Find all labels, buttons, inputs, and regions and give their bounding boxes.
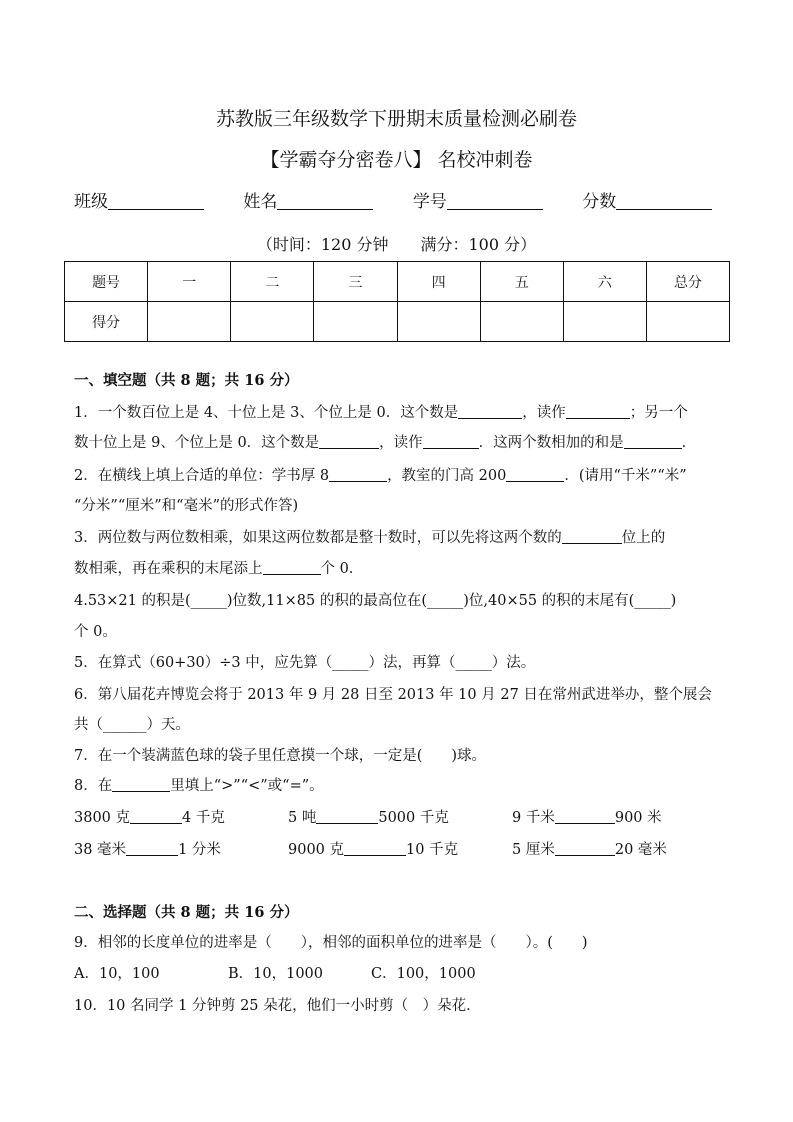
question-3-line1: 3．两位数与两位数相乘，如果这两位数都是整十数时，可以先将这两个数的 位上的 — [74, 530, 666, 546]
score-cell[interactable] — [397, 302, 480, 342]
class-blank[interactable] — [108, 191, 204, 210]
question-4-line2: 个 0。 — [74, 624, 117, 640]
table-cell: 得分 — [65, 302, 148, 342]
score-table-score-row — [65, 302, 730, 342]
answer-blank[interactable] — [329, 467, 387, 482]
page-subtitle: 【学霸夺分密卷八】 名校冲刺卷 — [260, 149, 533, 171]
question-1-line2: 数十位上是 9、个位上是 0．这个数是 ，读作 ．这两个数相加的和是 ． — [74, 435, 697, 451]
question-6-line2: 共（______）天。 — [74, 717, 190, 733]
question-1-line1: 1．一个数百位上是 4、十位上是 3、个位上是 0．这个数是 ，读作 ；另一个 — [74, 405, 688, 421]
table-cell: 六 — [563, 262, 646, 302]
score-label: 分数 — [582, 192, 617, 212]
table-cell: 五 — [480, 262, 563, 302]
score-cell[interactable] — [148, 302, 231, 342]
score-cell[interactable] — [646, 302, 729, 342]
name-label: 姓名 — [243, 192, 278, 212]
score-cell[interactable] — [231, 302, 314, 342]
score-table — [64, 261, 730, 342]
comparison-item: 3800 克 4 千克 — [74, 810, 225, 826]
comparison-item: 38 毫米 1 分米 — [74, 842, 221, 858]
question-5: 5．在算式（60+30）÷3 中，应先算（_____）法，再算（_____）法。 — [74, 655, 536, 671]
table-cell: 题号 — [65, 262, 148, 302]
time-info: （时间：120 分钟 满分：100 分） — [256, 235, 537, 254]
table-cell: 四 — [397, 262, 480, 302]
student-number-label: 学号 — [412, 192, 447, 212]
answer-blank[interactable] — [624, 434, 682, 449]
table-cell: 一 — [148, 262, 231, 302]
table-cell: 总分 — [646, 262, 729, 302]
score-cell[interactable] — [314, 302, 397, 342]
option-b[interactable]: B．10，1000 — [228, 966, 324, 982]
question-2-line2: “分米”“厘米”和“毫米”的形式作答) — [74, 498, 299, 514]
answer-blank[interactable] — [423, 434, 479, 449]
page-title: 苏教版三年级数学下册期末质量检测必刷卷 — [215, 108, 577, 130]
answer-blank[interactable] — [562, 529, 622, 544]
table-cell: 三 — [314, 262, 397, 302]
score-cell[interactable] — [480, 302, 563, 342]
answer-blank[interactable] — [316, 809, 378, 824]
answer-blank[interactable] — [112, 777, 170, 792]
section1-heading: 一、填空题（共 8 题；共 16 分） — [74, 372, 299, 389]
answer-blank[interactable] — [344, 841, 406, 856]
question-3-line2: 数相乘，再在乘积的末尾添上 个 0． — [74, 561, 364, 577]
answer-blank[interactable] — [566, 404, 630, 419]
answer-blank[interactable] — [458, 404, 522, 419]
answer-blank[interactable] — [126, 841, 178, 856]
comparison-item: 5 厘米 20 毫米 — [512, 842, 667, 858]
score-cell[interactable] — [563, 302, 646, 342]
answer-blank[interactable] — [555, 841, 615, 856]
question-8: 8．在 里填上“>”“<”或“=”。 — [74, 778, 324, 794]
class-label: 班级 — [74, 192, 108, 212]
comparison-item: 5 吨 5000 千克 — [288, 810, 449, 826]
section2-heading: 二、选择题（共 8 题；共 16 分） — [74, 904, 299, 921]
comparison-item: 9000 克 10 千克 — [288, 842, 459, 858]
score-blank[interactable] — [616, 191, 712, 210]
answer-blank[interactable] — [319, 434, 379, 449]
name-blank[interactable] — [277, 191, 373, 210]
student-info-row — [74, 187, 712, 212]
question-7: 7．在一个装满蓝色球的袋子里任意摸一个球，一定是( )球。 — [74, 748, 487, 764]
answer-blank[interactable] — [555, 809, 615, 824]
score-table-header-row — [65, 262, 730, 302]
option-a[interactable]: A．10，100 — [74, 966, 160, 982]
question-10: 10．10 名同学 1 分钟剪 25 朵花，他们一小时剪（ ）朵花． — [74, 998, 481, 1014]
comparison-item: 9 千米 900 米 — [512, 810, 662, 826]
student-number-blank[interactable] — [447, 191, 543, 210]
answer-blank[interactable] — [130, 809, 182, 824]
answer-blank[interactable] — [263, 560, 321, 575]
option-c[interactable]: C．100，1000 — [371, 966, 476, 982]
question-6-line1: 6．第八届花卉博览会将于 2013 年 9 月 28 日至 2013 年 10 月 27 日在常州武进举办，整个展会 — [74, 687, 712, 703]
question-2-line1: 2．在横线上填上合适的单位：学书厚 8 ，教室的门高 200 ．(请用“千米”“米” — [74, 468, 687, 484]
question-9: 9．相邻的长度单位的进率是（ ），相邻的面积单位的进率是（ ）。( ) — [74, 935, 588, 951]
table-cell: 二 — [231, 262, 314, 302]
question-4-line1: 4.53×21 的积是(_____)位数,11×85 的积的最高位在(_____)位,40×55 的积的末尾有(_____) — [74, 593, 677, 609]
answer-blank[interactable] — [506, 467, 564, 482]
